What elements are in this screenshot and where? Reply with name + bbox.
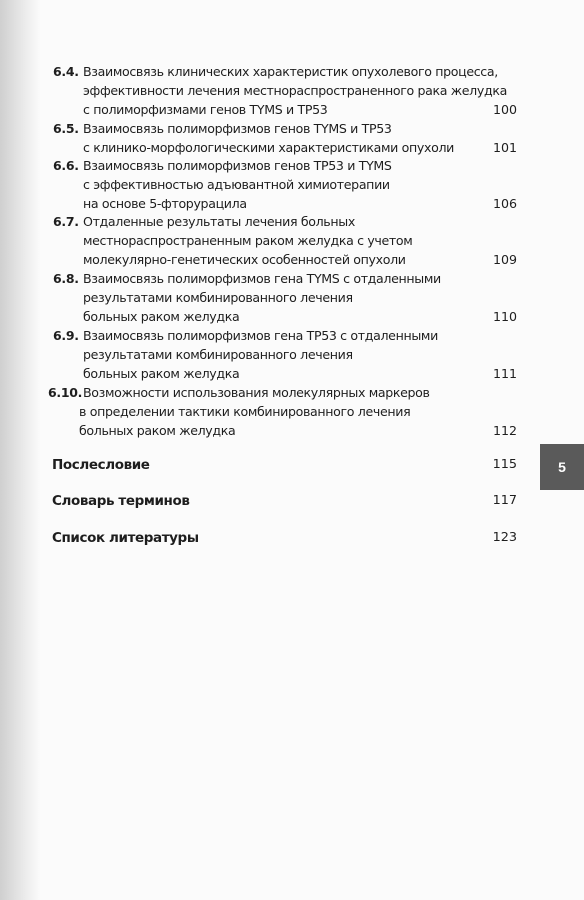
toc-entry-line: Взаимосвязь полиморфизмов генов TP53 и TYMS: [83, 158, 392, 173]
toc-entry-line: больных раком желудка: [79, 423, 236, 438]
toc-entry-page: 111: [492, 366, 517, 381]
toc-entry-line: молекулярно-генетических особенностей опухоли: [83, 252, 406, 267]
toc-entry-number: 6.10.: [48, 385, 83, 400]
toc-entry-line: больных раком желудка: [83, 309, 240, 324]
toc-entry-page: 101: [492, 140, 517, 155]
toc-entry-number: 6.6.: [53, 158, 79, 173]
toc-entry-page: 109: [492, 252, 517, 267]
toc-entry-number: 6.4.: [53, 64, 79, 79]
toc-entry-page: 112: [492, 423, 517, 438]
toc-section-page: 117: [492, 493, 517, 508]
toc-entry-line: Взаимосвязь клинических характеристик опухолевого процесса,: [83, 64, 498, 79]
toc-entry-line: Отдаленные результаты лечения больных: [83, 214, 355, 229]
toc-entry-line: местнораспространенным раком желудка с учетом: [83, 233, 413, 248]
toc-section-title: Послесловие: [52, 457, 150, 473]
toc-section-title: Список литературы: [52, 530, 199, 546]
toc-section-page: 115: [492, 457, 517, 472]
toc-entry-line: результатами комбинированного лечения: [83, 290, 353, 305]
toc-entry-line: Возможности использования молекулярных маркеров: [83, 385, 430, 400]
toc-entry-page: 110: [492, 309, 517, 324]
toc-entry-line: Взаимосвязь полиморфизмов гена TYMS с отдаленными: [83, 271, 441, 286]
toc-section-title: Словарь терминов: [52, 493, 190, 509]
toc-entry-line: с полиморфизмами генов TYMS и TP53: [83, 102, 328, 117]
toc-entry-line: в определении тактики комбинированного лечения: [79, 404, 411, 419]
toc-entry-number: 6.5.: [53, 121, 79, 136]
toc-entry-line: результатами комбинированного лечения: [83, 347, 353, 362]
toc-entry-line: Взаимосвязь полиморфизмов генов TYMS и TP53: [83, 121, 392, 136]
toc-entry-page: 100: [492, 102, 517, 117]
toc-entry-line: с клинико-морфологическими характеристиками опухоли: [83, 140, 455, 155]
toc-entry-page: 106: [492, 196, 517, 211]
toc-section-page: 123: [492, 530, 517, 545]
toc-entry-line: больных раком желудка: [83, 366, 240, 381]
toc-entry-line: эффективности лечения местнораспространенного рака желудка: [83, 83, 507, 98]
toc-entry-line: с эффективностью адъювантной химиотерапии: [83, 177, 390, 192]
chapter-tab: 5: [540, 444, 584, 490]
toc-entry-number: 6.9.: [53, 328, 79, 343]
toc-entry-number: 6.7.: [53, 214, 79, 229]
toc-entry-line: на основе 5-фторурацила: [83, 196, 247, 211]
toc-entry-number: 6.8.: [53, 271, 79, 286]
toc-entry-line: Взаимосвязь полиморфизмов гена TP53 с отдаленными: [83, 328, 438, 343]
